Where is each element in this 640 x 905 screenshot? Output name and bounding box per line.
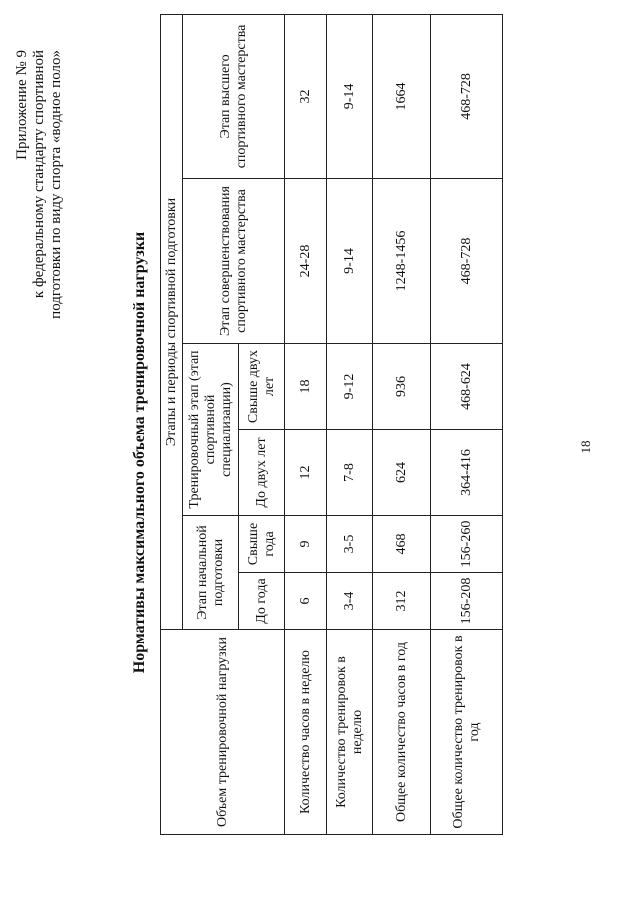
stage-perfection-header: Этап совершенствования спортивного мастерства: [183, 179, 285, 344]
table-cell: 18: [285, 344, 327, 430]
appendix-line-2: к федеральному стандарту спортивной: [31, 50, 47, 299]
training-load-table: [160, 14, 503, 835]
table-cell: 364-416: [431, 430, 503, 516]
table-row: [327, 14, 373, 834]
table-cell: 468-728: [431, 14, 503, 178]
table-cell: 624: [373, 430, 431, 516]
group-header: Этапы и периоды спортивной подготовки: [161, 14, 183, 629]
table-cell: 7-8: [327, 430, 373, 516]
table-cell: 9-12: [327, 344, 373, 430]
corner-header: Объем тренировочной нагрузки: [161, 630, 285, 835]
table-cell: 9-14: [327, 179, 373, 344]
table-row: [431, 14, 503, 834]
table-cell: 1248-1456: [373, 179, 431, 344]
row-label: Общее количество тренировок в год: [431, 630, 503, 835]
table-cell: 468-728: [431, 179, 503, 344]
table-cell: 936: [373, 344, 431, 430]
table-cell: 156-260: [431, 516, 503, 573]
row-label: Общее количество часов в год: [373, 630, 431, 835]
table-cell: 156-208: [431, 573, 503, 630]
table-cell: 24-28: [285, 179, 327, 344]
row-label: Количество часов в неделю: [285, 630, 327, 835]
table-cell: 468: [373, 516, 431, 573]
table-cell: 6: [285, 573, 327, 630]
document-title: Нормативы максимального объема тренировочной нагрузки: [131, 231, 148, 674]
table-cell: 468-624: [431, 344, 503, 430]
page-number: 18: [578, 440, 593, 454]
stage-initial-header: Этап начальной подготовки: [183, 516, 239, 630]
table-cell: 3-4: [327, 573, 373, 630]
appendix-header: [14, 50, 65, 319]
table-row: [285, 14, 327, 834]
table-cell: 12: [285, 430, 327, 516]
appendix-line-3: подготовки по виду спорта «водное поло»: [48, 50, 64, 319]
subheader-initial-over-year: Свыше года: [239, 516, 285, 573]
stage-higher-header: Этап высшего спортивного мастерства: [183, 14, 285, 178]
table-cell: 32: [285, 14, 327, 178]
table-cell: 9-14: [327, 14, 373, 178]
table-cell: 3-5: [327, 516, 373, 573]
stage-training-header: Тренировочный этап (этап спортивной специализации): [183, 344, 239, 516]
table-cell: 9: [285, 516, 327, 573]
subheader-initial-under-year: До года: [239, 573, 285, 630]
table-row: [373, 14, 431, 834]
table-cell: 312: [373, 573, 431, 630]
subheader-training-under-two: До двух лет: [239, 430, 285, 516]
subheader-training-over-two: Свыше двух лет: [239, 344, 285, 430]
appendix-line-1: Приложение № 9: [14, 50, 30, 160]
table-cell: 1664: [373, 14, 431, 178]
row-label: Количество тренировок в неделю: [327, 630, 373, 835]
